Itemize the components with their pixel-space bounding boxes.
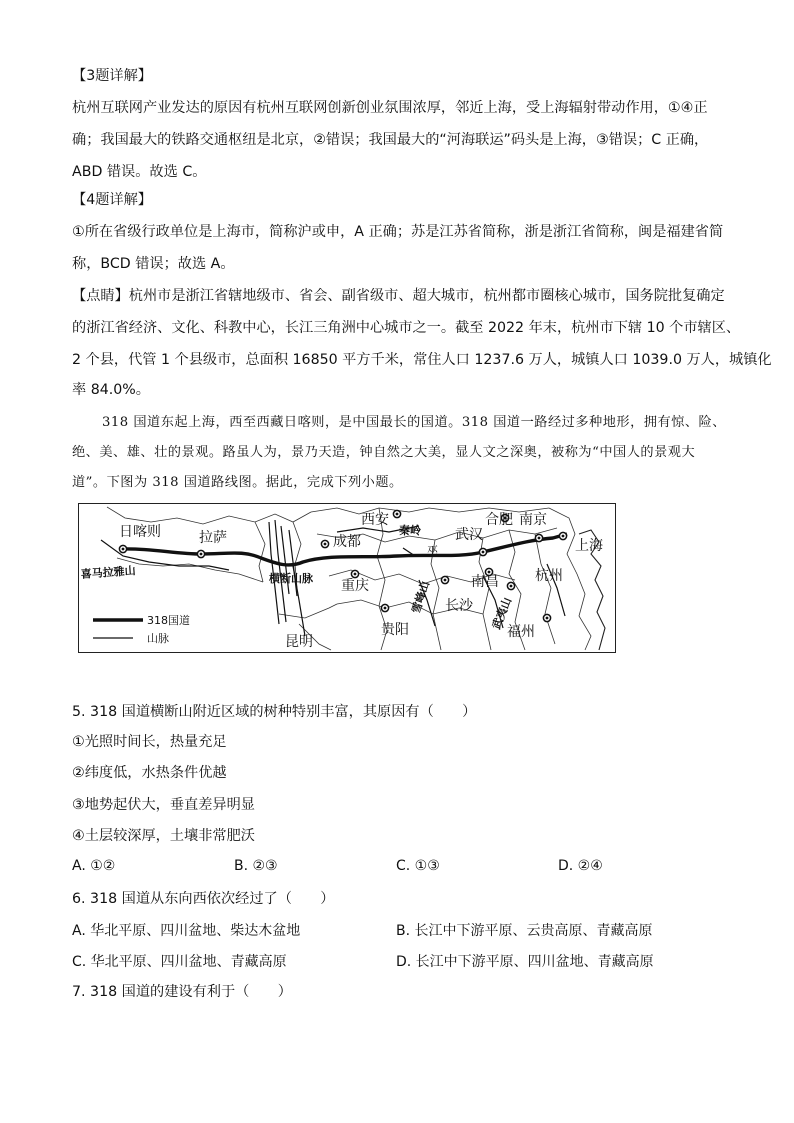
q3-header: 【3题详解】 xyxy=(72,68,152,84)
city-label-guiyang: 贵阳 xyxy=(381,622,409,638)
city-label-hefei: 合肥 xyxy=(485,512,513,528)
intro-line: 道”。下图为 318 国道路线图。据此，完成下列小题。 xyxy=(72,475,403,490)
q6-option-d: D. 长江中下游平原、四川盆地、青藏高原 xyxy=(396,954,654,970)
q4-header: 【4题详解】 xyxy=(72,192,152,208)
q6-option-b: B. 长江中下游平原、云贵高原、青藏高原 xyxy=(396,923,653,939)
question-6-stem: 6. 318 国道从东向西依次经过了（ ） xyxy=(72,891,335,907)
city-label-kunming: 昆明 xyxy=(285,634,313,650)
route-318-map xyxy=(78,503,616,653)
question-7-stem: 7. 318 国道的建设有利于（ ） xyxy=(72,984,292,1000)
q4-explanation-line: 称，BCD 错误；故选 A。 xyxy=(72,256,235,272)
q3-explanation-line: 确；我国最大的铁路交通枢纽是北京，②错误；我国最大的“河海联运”码头是上海，③错误；C 正确， xyxy=(72,132,709,148)
q5-option-d: D. ②④ xyxy=(558,858,603,874)
city-label-chongqing: 重庆 xyxy=(341,578,369,594)
q6-option-c: C. 华北平原、四川盆地、青藏高原 xyxy=(72,954,287,970)
q5-statement-1: ①光照时间长，热量充足 xyxy=(72,734,227,750)
q5-option-b: B. ②③ xyxy=(234,858,278,874)
q5-statement-4: ④土层较深厚，土壤非常肥沃 xyxy=(72,828,255,844)
mountain-label-wuyi: 武夷山 xyxy=(489,595,515,632)
note-line: 【点睛】杭州市是浙江省辖地级市、省会、副省级市、超大城市，杭州都市圈核心城市，国务院批复确定 xyxy=(72,288,725,304)
q3-explanation-line: 杭州互联网产业发达的原因有杭州互联网创新创业氛围浓厚，邻近上海，受上海辐射带动作用，①④正 xyxy=(72,100,708,116)
q3-explanation-line: ABD 错误。故选 C。 xyxy=(72,164,207,180)
note-line: 2 个县，代管 1 个县级市，总面积 16850 平方千米，常住人口 1237.6 万人，城镇人口 1039.0 万人，城镇化 xyxy=(72,352,772,368)
q5-option-c: C. ①③ xyxy=(396,858,440,874)
city-label-nanchang: 南昌 xyxy=(471,574,499,590)
mountain-label-wushan: 巫 xyxy=(427,544,438,557)
city-label-changsha: 长沙 xyxy=(445,598,473,614)
city-label-rikaze: 日喀则 xyxy=(119,524,161,540)
city-label-xian: 西安 xyxy=(361,512,389,528)
city-label-hangzhou: 杭州 xyxy=(535,568,563,584)
note-line: 的浙江省经济、文化、科教中心，长江三角洲中心城市之一。截至 2022 年末，杭州市下辖 10 个市辖区、 xyxy=(72,320,741,336)
city-label-chengdu: 成都 xyxy=(333,534,361,550)
legend-road-label: 318国道 xyxy=(147,614,190,627)
q5-option-a: A. ①② xyxy=(72,858,116,874)
q4-explanation-line: ①所在省级行政单位是上海市，简称沪或申，A 正确；苏是江苏省简称，浙是浙江省简称，闽是福建省简 xyxy=(72,224,724,240)
city-label-nanjing: 南京 xyxy=(519,512,547,528)
q5-statement-3: ③地势起伏大，垂直差异明显 xyxy=(72,797,255,813)
mountain-label-qinling: 秦岭 xyxy=(399,524,421,537)
question-5-stem: 5. 318 国道横断山附近区域的树种特别丰富，其原因有（ ） xyxy=(72,704,477,720)
intro-line: 绝、美、雄、壮的景观。路虽人为，景乃天造，钟自然之大美，显人文之深奥，被称为“中国人的景观大 xyxy=(72,445,696,460)
city-label-wuhan: 武汉 xyxy=(455,527,483,543)
intro-line: 318 国道东起上海，西至西藏日喀则，是中国最长的国道。318 国道一路经过多种地形，拥有惊、险、 xyxy=(102,415,726,430)
city-label-fuzhou: 福州 xyxy=(507,624,535,640)
mountain-label-hengduan: 横断山脉 xyxy=(269,572,313,585)
note-line: 率 84.0%。 xyxy=(72,382,150,398)
q6-option-a: A. 华北平原、四川盆地、柴达木盆地 xyxy=(72,923,301,939)
legend-range-label: 山脉 xyxy=(147,632,169,645)
mountain-label-himalaya: 喜马拉雅山 xyxy=(80,564,137,581)
q5-statement-2: ②纬度低，水热条件优越 xyxy=(72,765,227,781)
city-label-lasa: 拉萨 xyxy=(199,530,227,546)
city-label-shanghai: 上海 xyxy=(575,538,603,554)
mountain-label-xuefeng: 雪峰山 xyxy=(409,579,433,615)
